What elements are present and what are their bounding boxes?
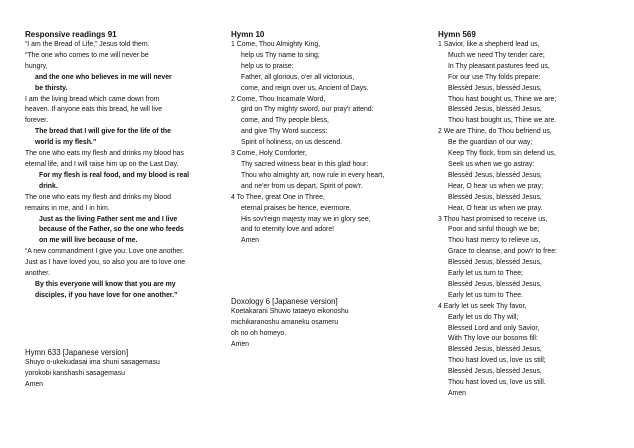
reading-line: be thirsty. — [35, 84, 68, 92]
hymn-line: Thou hast mercy to relieve us, — [448, 237, 541, 245]
reading-line: I am the living bread which came down from — [25, 95, 160, 103]
hymn-line: Grace to cleanse, and pow'r to free: — [448, 248, 557, 256]
hymn-line: come, and Thy people bless, — [241, 117, 329, 125]
hymn-line: Hear, O hear us when we pray; — [448, 182, 543, 190]
hymn-569-text — [438, 40, 618, 400]
hymn-633-text — [25, 358, 215, 391]
hymn-line: Poor and sinful though we be; — [448, 226, 540, 234]
doxology-line: oh no oh homeyo. — [231, 329, 287, 337]
hymn-line: Seek us when we go astray: — [448, 160, 535, 168]
reading-line: “I am the Bread of Life,” Jesus told them. — [25, 41, 150, 48]
hymn-line: Shuyo o-ukekudasai ima shuni sasagemasu — [25, 359, 160, 366]
hymn-line: 4 To Thee, great One in Three, — [231, 193, 325, 201]
doxology-text — [231, 307, 411, 351]
reading-line: “The one who comes to me will never be — [25, 51, 149, 59]
hymn-line: come, and reign over us, Ancient of Days. — [241, 84, 369, 92]
responsive-readings-section — [25, 29, 215, 302]
hymn-633-title: Hymn 633 [Japanese version] — [25, 348, 129, 357]
hymn-line: and ne'er from us depart, Spirit of pow'r. — [241, 182, 363, 190]
reading-line: and the one who believes in me will never — [35, 73, 172, 81]
hymn-633-section — [25, 347, 215, 391]
hymn-line: Hear, O hear us when we pray. — [448, 204, 543, 212]
hymn-line: His sov'reign majesty may we in glory see, — [241, 215, 371, 223]
hymn-line: 2 We are Thine, do Thou befriend us, — [438, 128, 552, 136]
reading-line: The bread that I will give for the life of the — [35, 128, 171, 136]
hymn-line: Blessèd Jesus, blessèd Jesus, — [448, 346, 542, 354]
hymn-line: yorokobi kanshashi sasagemasu — [25, 369, 125, 377]
reading-line: “A new commandment I give you: Love one another. — [25, 248, 184, 256]
hymn-line: Amen — [241, 237, 260, 245]
hymn-line: Father, all glorious, o'er all victorious, — [241, 73, 355, 81]
reading-line: remains in me, and I in him. — [25, 204, 110, 212]
reading-line: on me will live because of me. — [39, 237, 138, 245]
hymn-line: Thou hast bought us, Thine we are. — [448, 117, 557, 125]
hymn-line: 2 Come, Thou Incarnate Word, — [231, 95, 326, 103]
hymn-line: 4 Early let us seek Thy favor, — [438, 302, 527, 310]
hymn-line: Blessèd Jesus, blessèd Jesus, — [448, 84, 542, 92]
hymn-line: help us Thy name to sing; — [241, 51, 320, 59]
hymn-line: Much we need Thy tender care; — [448, 51, 545, 59]
hymn-line: Spirit of holiness, on us descend. — [241, 139, 343, 147]
reading-line: The one who eats my flesh and drinks my blood has — [25, 150, 184, 158]
hymn-line: In Thy pleasant pastures feed us, — [448, 62, 550, 70]
hymn-line: Blessèd Jesus, blessèd Jesus, — [448, 368, 542, 376]
hymn-line: Thy sacred witness bear in this glad hour: — [241, 160, 369, 168]
hymn-line: For our use Thy folds prepare: — [448, 73, 541, 81]
hymn-569-title: Hymn 569 — [438, 30, 476, 39]
hymn-line: Blessèd Jesus, blessèd Jesus, — [448, 171, 542, 179]
reading-line: Just as the living Father sent me and I live — [39, 215, 178, 223]
hymn-10-section — [231, 29, 411, 247]
hymn-line: and to eternity love and adore! — [241, 226, 335, 234]
hymn-line: Early let us turn to Thee. — [448, 291, 523, 299]
hymn-line: Keep Thy flock, from sin defend us, — [448, 150, 556, 158]
reading-line: The one who eats my flesh and drinks my blood — [25, 193, 171, 201]
hymn-line: Thou who almighty art, now rule in every heart, — [241, 171, 385, 179]
reading-line: because of the Father, so the one who feeds — [39, 226, 184, 234]
doxology-title: Doxology 6 [Japanese version] — [231, 297, 338, 306]
reading-line: eternal life, and I will raise him up on the Last Day. — [25, 160, 179, 168]
hymn-line: Blessèd Jesus, blessèd Jesus, — [448, 259, 542, 267]
hymn-line: and give Thy Word success: — [241, 128, 328, 136]
reading-line: forever. — [25, 117, 48, 125]
hymn-line: Thou hast loved us, love us still. — [448, 379, 546, 387]
doxology-line: michikaranoshu amaneku osameru — [231, 318, 339, 326]
hymn-line: 3 Come, Holy Comforter, — [231, 150, 307, 158]
hymn-line: 3 Thou hast promised to receive us, — [438, 215, 548, 223]
hymn-line: Blessèd Jesus, blessèd Jesus, — [448, 106, 542, 114]
hymn-line: Amen — [25, 380, 44, 388]
reading-line: For my flesh is real food, and my blood is real — [39, 171, 190, 179]
hymn-line: With Thy love our bosoms fill: — [448, 335, 538, 343]
responsive-readings-text — [25, 40, 215, 302]
reading-line: world is my flesh.” — [35, 139, 97, 147]
reading-line: another. — [25, 270, 50, 278]
reading-line: heaven. If anyone eats this bread, he will live — [25, 106, 163, 114]
hymn-10-title: Hymn 10 — [231, 30, 265, 39]
doxology-section — [231, 296, 411, 351]
hymn-line: 1 Come, Thou Almighty King, — [231, 41, 321, 48]
doxology-line: Amen — [231, 340, 250, 348]
hymn-10-text — [231, 40, 411, 247]
responsive-readings-title: Responsive readings 91 — [25, 30, 117, 39]
hymn-line: Be the guardian of our way; — [448, 139, 533, 147]
reading-line: hungry, — [25, 62, 48, 70]
hymn-line: Early let us do Thy will; — [448, 313, 519, 321]
hymn-line: Thou hast bought us, Thine we are; — [448, 95, 557, 103]
hymn-line: Blessèd Jesus, blessèd Jesus, — [448, 280, 542, 288]
hymn-line: Thou hast loved us, love us still; — [448, 357, 546, 365]
hymn-line: help us to praise: — [241, 62, 294, 70]
reading-line: By this everyone will know that you are my — [35, 280, 176, 288]
hymn-line: 1 Savior, like a shepherd lead us, — [438, 41, 540, 48]
hymn-line: gird on Thy mighty sword, our pray'r attend: — [241, 106, 374, 114]
reading-line: disciples, if you have love for one another.” — [35, 291, 178, 299]
doxology-line: Koetakarani Shuwo tataeyo eikonoshu — [231, 308, 349, 315]
hymn-569-section — [438, 29, 618, 400]
hymn-line: Blessèd Jesus, blessèd Jesus, — [448, 193, 542, 201]
reading-line: Just as I have loved you, so also you are to love one — [25, 259, 186, 267]
hymn-line: Blessed Lord and only Savior, — [448, 324, 540, 332]
hymn-line: Early let us turn to Thee; — [448, 270, 523, 278]
hymn-line: Amen — [448, 390, 467, 397]
reading-line: drink. — [39, 182, 58, 190]
hymn-line: eternal praises be hence, evermore. — [241, 204, 352, 212]
